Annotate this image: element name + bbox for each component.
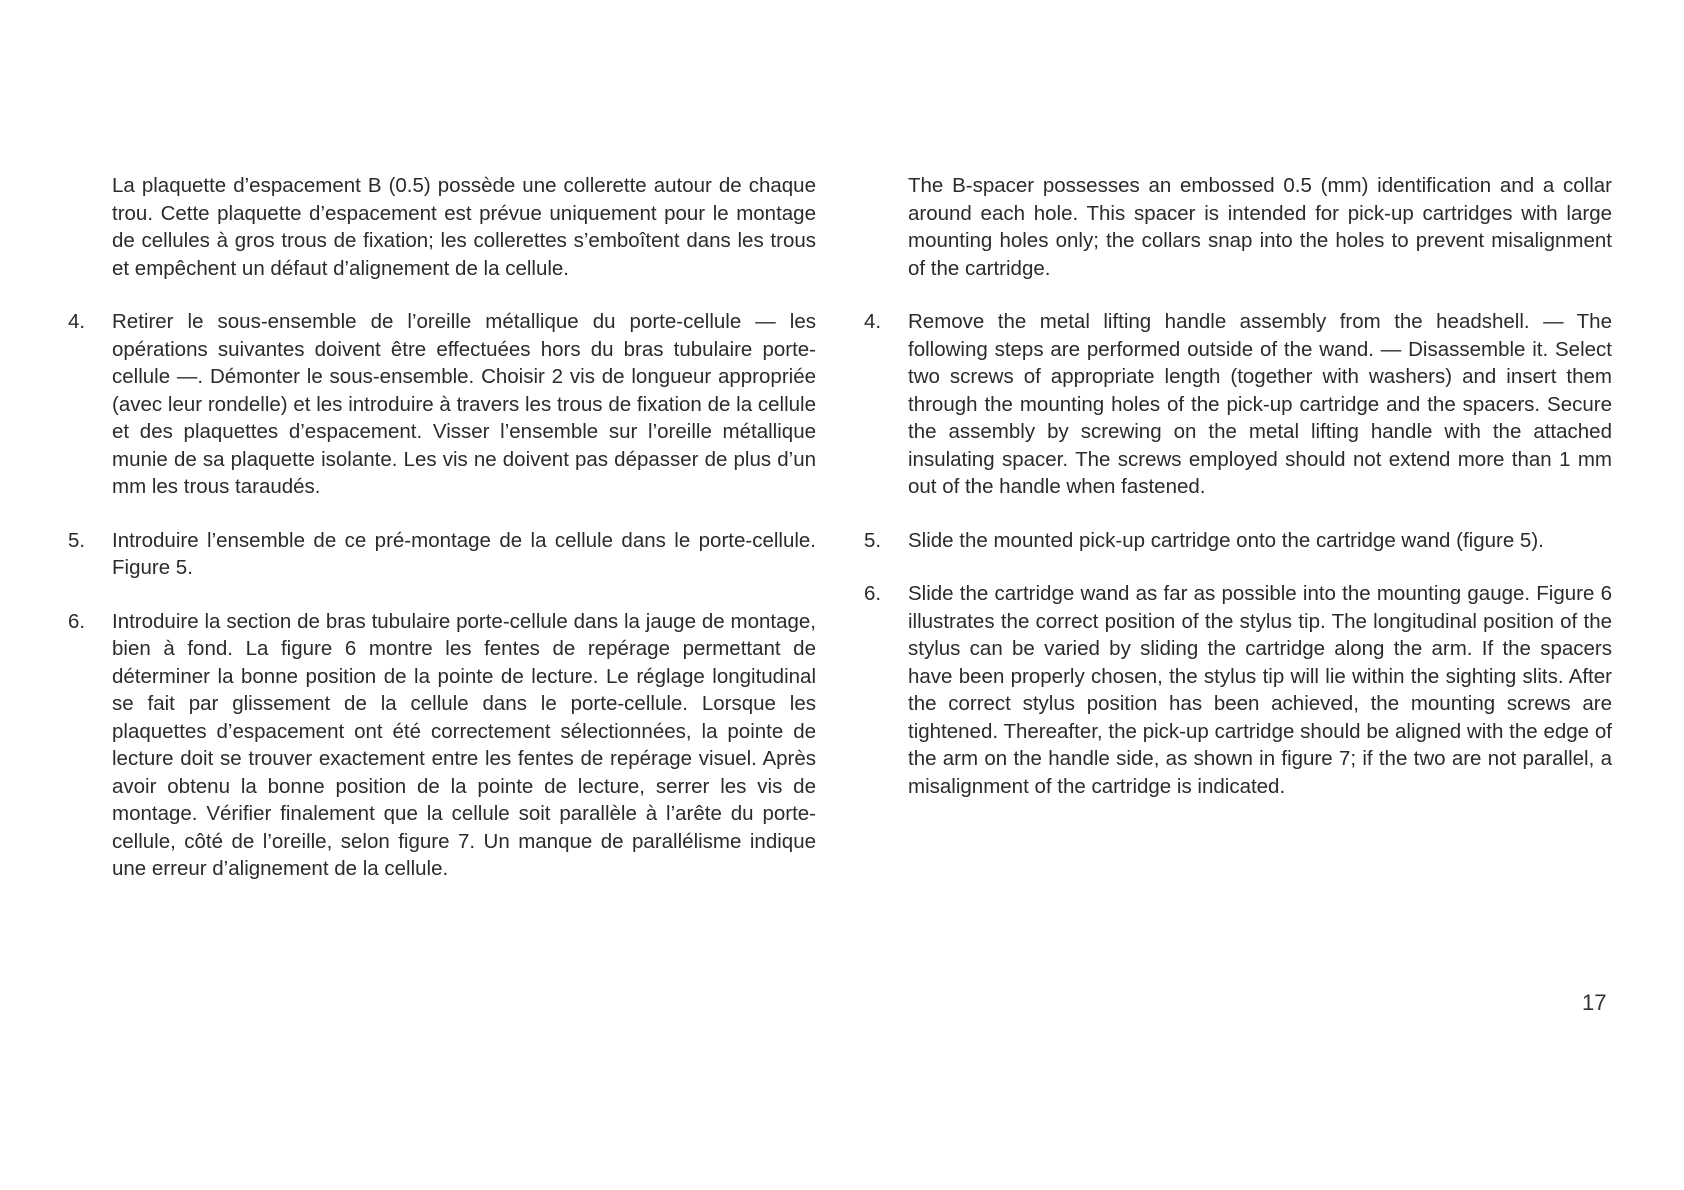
page-number: 17 [1582,990,1607,1015]
english-column [864,172,1612,826]
step-number: 6. [864,582,882,605]
step-text: Remove the metal lifting handle assembly from the headshell. — The following steps are performed outside of the wand. — Disassemble it. Select two screws of appropriate length (together with washers) and insert them through the mounting holes of the pick-up cartridge and the spacers. Secure the assembly by screwing on the metal lifting handle with the attached insulating spacer. The screws employed should not extend more than 1 mm out of the handle when fastened. [908,310,1612,498]
english-step-5 [864,527,1612,555]
step-text: Slide the cartridge wand as far as possible into the mounting gauge. Figure 6 illustrates the correct position of the stylus tip. The longitudinal position of the stylus can be varied by sliding the cartridge along the arm. If the spacers have been properly chosen, the stylus tip will lie within the sighting slits. After the correct stylus position has been achieved, the mounting screws are tightened. Thereafter, the pick-up cartridge should be aligned with the edge of the arm on the handle side, as shown in figure 7; if the two are not parallel, a misalignment of the cartridge is indicated. [908,582,1612,798]
french-step-5 [68,527,816,582]
step-number: 5. [68,528,86,552]
english-step-4 [864,308,1612,501]
step-text: Introduire l’ensemble de ce pré-montage de la cellule dans le porte-cellule. Figure 5. [112,528,816,579]
step-number: 4. [68,310,86,333]
step-text: Retirer le sous-ensemble de l’oreille métallique du porte-cellule — les opérations suivantes doivent être effectuées hors du bras tubulaire porte-cellule —. Démonter le sous-ensemble. Choisir 2 vis de longueur appropriée (avec leur rondelle) et les introduire à travers les trous de fixation de la cellule et des plaquettes d’espacement. Visser l’ensemble sur l’oreille métallique munie de sa plaquette isolante. Les vis ne doivent pas dépasser de plus d’un mm les trous taraudés. [112,310,816,498]
step-number: 5. [864,528,882,552]
step-number: 4. [864,310,882,333]
step-text: Introduire la section de bras tubulaire porte-cellule dans la jauge de montage, bien à fond. La figure 6 montre les fentes de repérage permettant de déterminer la bonne position de la pointe de lecture. Le réglage longitudinal se fait par glissement de la cellule dans le porte-cellule. Lorsque les plaquettes d’espacement ont été correctement sélectionnées, la pointe de lecture doit se trouver exactement entre les fentes de repérage visuel. Après avoir obtenu la bonne position de la pointe de lecture, serrer les vis de montage. Vérifier finalement que la cellule soit parallèle à l’arête du porte-cellule, côté de l’oreille, selon figure 7. Un manque de parallélisme indique une erreur d’alignement de la cellule. [112,609,816,880]
french-intro-paragraph: La plaquette d’espacement B (0.5) possède une collerette autour de chaque trou. Cette plaquette d’espacement est prévue uniquement pour le montage de cellules à gros trous de fixation; les collerettes s’emboîtent dans les trous et empêchent un défaut d’alignement de la cellule. [112,174,816,280]
step-text: Slide the mounted pick-up cartridge onto the cartridge wand (figure 5). [908,528,1544,552]
step-number: 6. [68,609,86,633]
french-step-4 [68,308,816,501]
french-step-6 [68,608,816,883]
english-intro-paragraph: The B-spacer possesses an embossed 0.5 (mm) identification and a collar around each hole. This spacer is intended for pick-up cartridges with large mounting holes only; the collars snap into the holes to prevent misalignment of the cartridge. [908,174,1612,280]
french-column [68,172,816,909]
english-step-6 [864,580,1612,800]
